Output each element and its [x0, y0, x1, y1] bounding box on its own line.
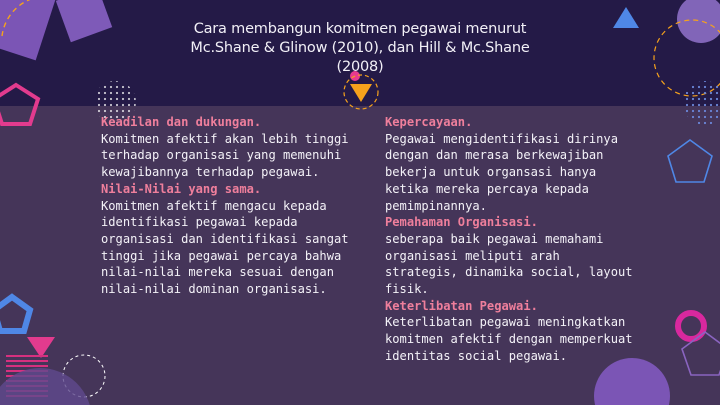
point-heading: Keadilan dan dukungan.	[101, 115, 262, 129]
point-text: Keterlibatan pegawai meningkatkan komitmen afektif dengan memperkuat identitas social pegawai.	[385, 315, 633, 363]
orange-triangle	[350, 84, 372, 102]
point-text: Komitmen afektif akan lebih tinggi terhadap organisasi yang memenuhi kewajibannya terhadap pegawai.	[101, 131, 349, 180]
right-column	[385, 114, 640, 365]
point-text: Komitmen afektif mengacu kepada identifikasi pegawai kepada organisasi dan identifikasi sangat tinggi jika pegawai percaya bahwa nilai-nilai mereka sesuai dengan nilai-nilai dominan organisasi.	[101, 198, 349, 297]
point-nilai	[101, 181, 369, 298]
point-text: Pegawai mengidentifikasi dirinya dengan dan merasa berkewajiban bekerja untuk organsasi hanya ketika mereka percaya kepada pemimpinannya.	[385, 131, 618, 213]
point-heading: Nilai-Nilai yang sama.	[101, 181, 262, 196]
pink-triangle	[27, 337, 55, 358]
point-keterlibatan	[385, 298, 640, 365]
purple-square-shape	[0, 0, 60, 60]
pink-pentagon-outline	[0, 85, 38, 124]
blue-triangle	[613, 7, 639, 28]
blue-pentagon-outline	[0, 297, 30, 331]
purple-circle-shape	[594, 358, 670, 405]
blue-pentagon-outline	[668, 140, 712, 182]
point-text: seberapa baik pegawai memahami organisasi meliputi arah strategis, dinamika social, layout fisik.	[385, 231, 633, 297]
point-heading: Keterlibatan Pegawai.	[385, 298, 538, 313]
blue-dotted-circle	[683, 81, 720, 125]
slide-title: Cara membangun komitmen pegawai menurut Mc.Shane & Glinow (2010), dan Hill & Mc.Shane (2008)	[190, 21, 530, 75]
point-kepercayaan	[385, 114, 640, 214]
point-keadilan	[101, 114, 369, 181]
point-heading: Pemahaman Organisasi.	[385, 215, 538, 230]
point-pemahaman	[385, 214, 640, 298]
point-heading: Kepercayaan.	[385, 115, 473, 129]
purple-circle-shape	[677, 0, 720, 43]
left-column	[101, 114, 369, 298]
purple-square-shape	[56, 0, 112, 42]
